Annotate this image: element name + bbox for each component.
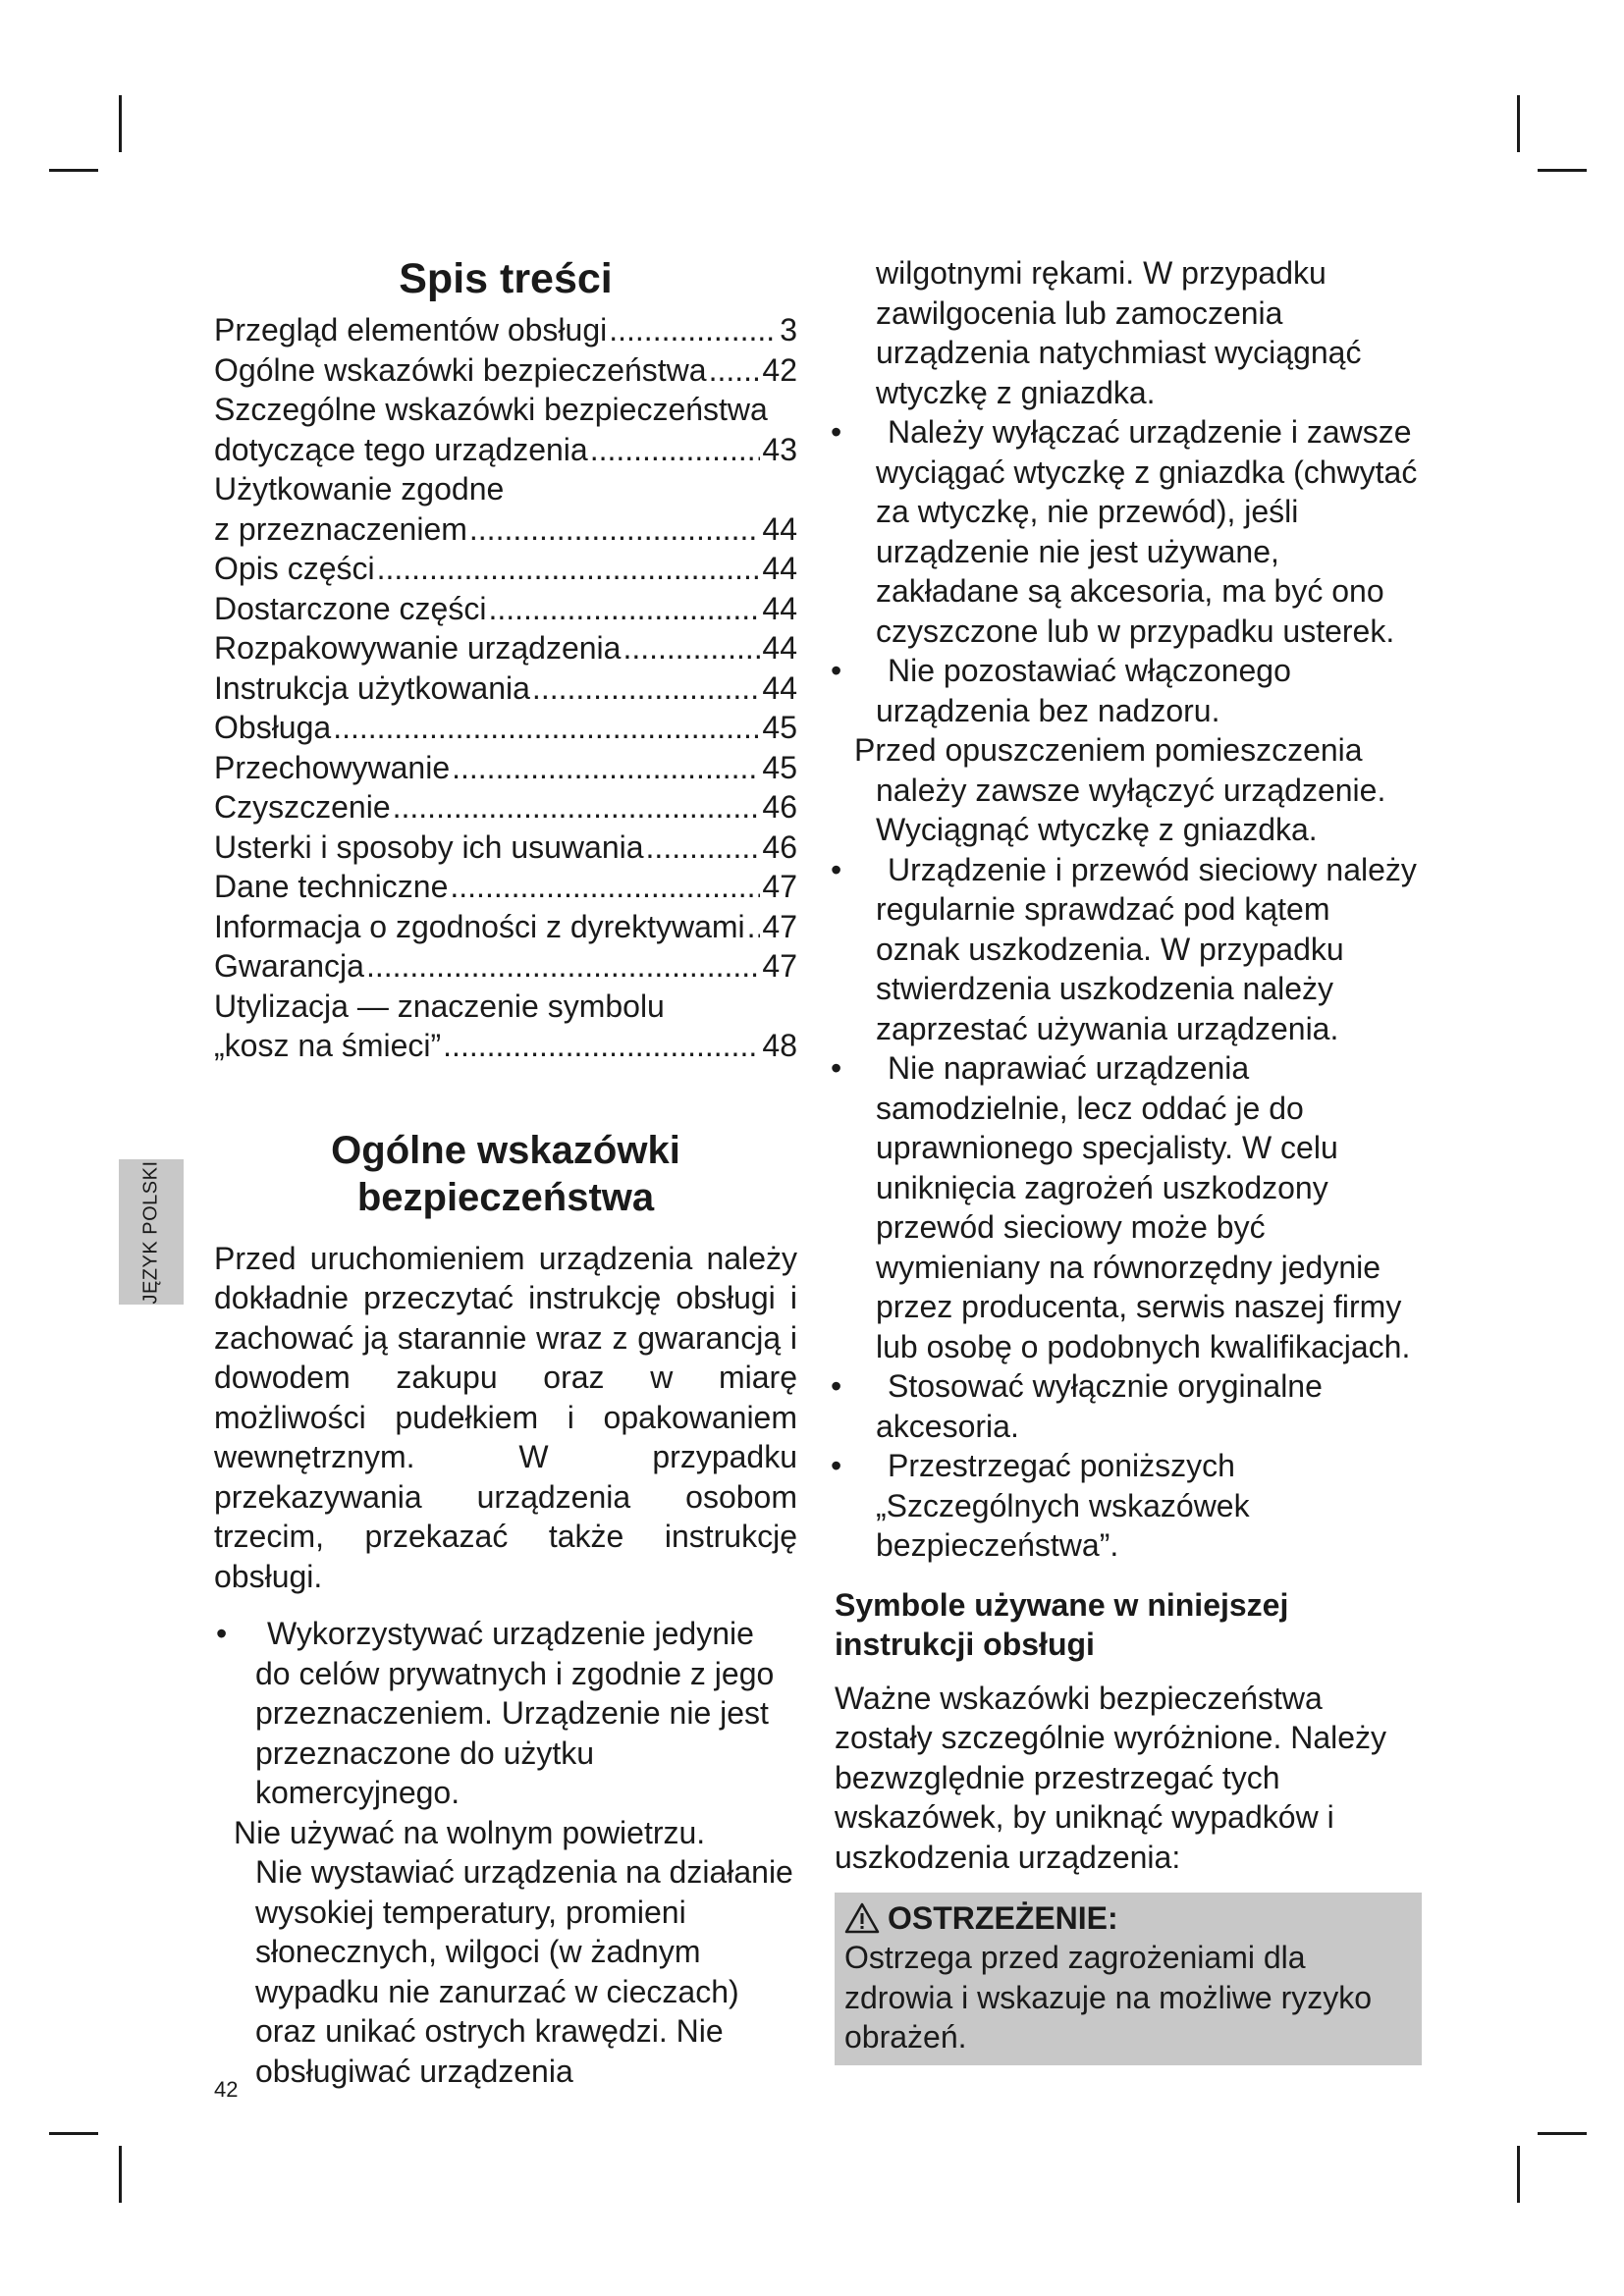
toc-item-row	[214, 430, 797, 470]
safety-bullet-text: Stosować wyłącznie oryginalne akcesoria.	[876, 1368, 1323, 1444]
safety-bullet	[831, 1366, 1422, 1446]
safety-title	[214, 1127, 797, 1221]
toc-item-label: Przechowywanie	[214, 749, 451, 785]
crop-mark-bottom-left-h	[49, 2132, 98, 2135]
toc-leader-dots	[532, 668, 760, 709]
toc-leader-dots	[366, 946, 760, 987]
toc-title: Spis treści	[399, 255, 613, 302]
safety-title-line2: bezpieczeństwa	[356, 1175, 655, 1219]
toc-item-label: Rozpakowywanie urządzenia	[214, 630, 622, 666]
toc-item-label: Informacja o zgodności z dyrektywami	[214, 908, 745, 944]
toc-item-label: Ogólne wskazówki bezpieczeństwa	[214, 351, 707, 388]
toc-item	[214, 907, 797, 947]
safety-bullet-text: Nie pozostawiać włączonego urządzenia bez nadzoru.	[876, 653, 1291, 728]
toc-item-row	[214, 589, 797, 629]
toc-item	[214, 708, 797, 748]
toc-item-row	[214, 628, 797, 668]
bullet-dot: •	[831, 414, 842, 450]
toc-item-row	[214, 350, 797, 391]
toc-item-label: Dane techniczne	[214, 869, 449, 904]
toc-leader-dots	[443, 1026, 760, 1066]
crop-mark-top-right-v	[1517, 95, 1520, 152]
warning-text: Ostrzega przed zagrożeniami dla zdrowia i wskazuje na możliwe ryzyko obrażeń.	[844, 1940, 1373, 2055]
toc-item-row	[214, 668, 797, 709]
toc-item-page: 44	[762, 510, 797, 547]
toc-leader-dots	[450, 867, 760, 907]
toc-item	[214, 987, 797, 1066]
safety-bullet-sub	[854, 730, 1422, 850]
toc-item	[214, 589, 797, 629]
safety-bullet-sub-rest: Nie wystawiać urządzenia na działanie wysokiej temperatury, promieni słonecznych, wilgoci (w żadnym wypadku nie zanurzać w cieczach) oraz unikać ostrych krawędzi. Nie obsługiwać urządzenia	[255, 1854, 793, 2089]
toc-item-page: 45	[762, 749, 797, 785]
toc-leader-dots	[609, 310, 778, 350]
warning-heading	[844, 1898, 1412, 1938]
toc-item	[214, 350, 797, 391]
toc-leader-dots	[646, 828, 761, 868]
toc-item-row	[214, 1026, 797, 1066]
toc-item-page: 42	[762, 351, 797, 388]
bullet-dot: •	[216, 1616, 228, 1651]
bullet-dot: •	[831, 1050, 842, 1086]
safety-bullet	[831, 850, 1422, 1049]
left-column	[214, 253, 797, 2091]
toc-item	[214, 787, 797, 828]
toc-leader-dots	[469, 509, 761, 550]
toc-leader-dots	[488, 589, 760, 629]
safety-bullet-text: Nie naprawiać urządzenia samodzielnie, lecz oddać je do uprawnionego specjalisty. W celu uniknięcia zagrożeń uszkodzony przewód sieciowy może być wymieniany na równorzędny jedynie przez producenta, serwis naszej firmy lub osobę o podobnych kwalifikacjach.	[876, 1050, 1411, 1364]
toc-item-page: 44	[762, 630, 797, 666]
page-number: 42	[214, 2077, 239, 2102]
toc-item-line1: Szczególne wskazówki bezpieczeństwa	[214, 392, 768, 427]
toc-item-row	[214, 509, 797, 550]
safety-bullet-sub	[234, 1813, 797, 2092]
toc-item	[214, 469, 797, 549]
toc-item-page: 44	[762, 590, 797, 626]
toc-item	[214, 668, 797, 709]
toc-item-page: 44	[762, 669, 797, 706]
toc-item-page: 43	[762, 431, 797, 467]
toc-item-label: Instrukcja użytkowania	[214, 669, 530, 706]
toc-list	[214, 310, 797, 1066]
toc-item-page: 47	[762, 869, 797, 904]
safety-bullet-text: Przestrzegać poniższych „Szczególnych wskazówek bezpieczeństwa”.	[876, 1448, 1250, 1563]
bullet-dot: •	[831, 653, 842, 688]
safety-bullet-sub-first: Przed opuszczeniem pomieszczenia	[854, 732, 1363, 768]
toc-item-label: dotyczące tego urządzenia	[214, 431, 588, 467]
toc-item-page: 46	[762, 828, 797, 865]
language-side-tab	[119, 1159, 184, 1305]
safety-bullet	[831, 1048, 1422, 1366]
crop-mark-bottom-right-h	[1538, 2132, 1587, 2135]
bullet-dot: •	[831, 1448, 842, 1483]
toc-item-row	[214, 828, 797, 868]
toc-item-label: Gwarancja	[214, 948, 364, 984]
safety-bullets-right	[831, 412, 1422, 1566]
crop-mark-top-right-h	[1538, 169, 1587, 172]
toc-item	[214, 867, 797, 907]
warning-triangle-icon	[844, 1902, 880, 1934]
safety-bullet-text: Należy wyłączać urządzenie i zawsze wyciągać wtyczkę z gniazdka (chwytać za wtyczkę, nie przewód), jeśli urządzenie nie jest używane, zakładane są akcesoria, ma być ono czyszczone lub w przypadku usterek.	[876, 414, 1418, 649]
toc-item-label: Czyszczenie	[214, 789, 391, 825]
toc-item-label: Przegląd elementów obsługi	[214, 312, 608, 347]
safety-bullet-sub-first: Nie używać na wolnym powietrzu.	[234, 1814, 706, 1850]
toc-item-label: Opis części	[214, 551, 375, 586]
toc-item-page: 47	[762, 908, 797, 944]
safety-intro: Przed uruchomieniem urządzenia należy dokładnie przeczytać instrukcję obsługi i zachować ją starannie wraz z gwarancją i dowodem zakupu oraz w miarę możliwości pudełkiem i opakowaniem wewnętrznym. W przypadku przekazywania urządzenia osobom trzecim, przekazać także instrukcję obsługi.	[214, 1240, 797, 1594]
toc-item	[214, 390, 797, 469]
safety-title-line1: Ogólne wskazówki	[331, 1128, 680, 1172]
crop-mark-top-left-h	[49, 169, 98, 172]
toc-leader-dots	[623, 628, 760, 668]
toc-item-row	[214, 946, 797, 987]
safety-bullet	[214, 1614, 797, 2091]
safety-continued: wilgotnymi rękami. W przypadku zawilgocenia lub zamoczenia urządzenia natychmiast wyciągnąć wtyczkę z gniazdka.	[876, 255, 1362, 410]
toc-item	[214, 748, 797, 788]
safety-bullet	[831, 651, 1422, 850]
bullet-dot: •	[831, 851, 842, 887]
toc-item-page: 47	[762, 948, 797, 984]
toc-item-page: 45	[762, 710, 797, 745]
toc-item-row	[214, 907, 797, 947]
toc-item-row	[214, 549, 797, 589]
safety-bullet-text: Urządzenie i przewód sieciowy należy regularnie sprawdzać pod kątem oznak uszkodzenia. W przypadku stwierdzenia uszkodzenia należy zaprzestać używania urządzenia.	[876, 851, 1417, 1046]
toc-item-label: Dostarczone części	[214, 590, 487, 626]
right-column	[831, 253, 1422, 2065]
toc-item-label: Usterki i sposoby ich usuwania	[214, 828, 644, 865]
toc-item	[214, 310, 797, 350]
toc-item-label: Obsługa	[214, 710, 332, 745]
toc-item-row	[214, 708, 797, 748]
bullet-dot: •	[831, 1368, 842, 1404]
toc-item	[214, 628, 797, 668]
symbols-intro: Ważne wskazówki bezpieczeństwa zostały szczególnie wyróżnione. Należy bezwzględnie przestrzegać tych wskazówek, by uniknąć wypadków i uszkodzenia urządzenia:	[835, 1680, 1387, 1875]
toc-item-line1: Utylizacja — znaczenie symbolu	[214, 988, 665, 1024]
safety-bullet	[831, 412, 1422, 651]
safety-bullet	[831, 1446, 1422, 1566]
toc-leader-dots	[452, 748, 760, 788]
crop-mark-bottom-right-v	[1517, 2146, 1520, 2203]
toc-item-label: „kosz na śmieci”	[214, 1028, 442, 1063]
crop-mark-bottom-left-v	[119, 2146, 122, 2203]
toc-item-row	[214, 787, 797, 828]
toc-item-line1: Użytkowanie zgodne	[214, 471, 505, 507]
language-side-tab-label: JĘZYK POLSKI	[139, 1159, 162, 1305]
toc-item-row	[214, 748, 797, 788]
toc-leader-dots	[377, 549, 761, 589]
toc-leader-dots	[747, 907, 761, 947]
safety-bullet-text: Wykorzystywać urządzenie jedynie do celów prywatnych i zgodnie z jego przeznaczeniem. Urządzenie nie jest przeznaczone do użytku komercyjnego.	[255, 1616, 775, 1810]
toc-leader-dots	[333, 708, 760, 748]
toc-item-page: 3	[780, 312, 797, 347]
toc-item-page: 48	[762, 1028, 797, 1063]
crop-mark-top-left-v	[119, 95, 122, 152]
toc-leader-dots	[393, 787, 761, 828]
toc-item	[214, 549, 797, 589]
warning-label: OSTRZEŻENIE:	[888, 1900, 1118, 1936]
toc-item	[214, 828, 797, 868]
toc-item-row	[214, 867, 797, 907]
safety-bullet-sub-rest: należy zawsze wyłączyć urządzenie. Wyciągnąć wtyczkę z gniazdka.	[876, 772, 1386, 847]
toc-item	[214, 946, 797, 987]
safety-bullets-left	[214, 1614, 797, 2091]
symbols-title: Symbole używane w niniejszej instrukcji obsługi	[835, 1586, 1289, 1662]
toc-item-page: 44	[762, 551, 797, 586]
toc-item-label: z przeznaczeniem	[214, 510, 467, 547]
toc-item-row	[214, 310, 797, 350]
toc-item-page: 46	[762, 789, 797, 825]
warning-box	[835, 1893, 1422, 2065]
toc-leader-dots	[709, 350, 761, 391]
toc-leader-dots	[590, 430, 761, 470]
